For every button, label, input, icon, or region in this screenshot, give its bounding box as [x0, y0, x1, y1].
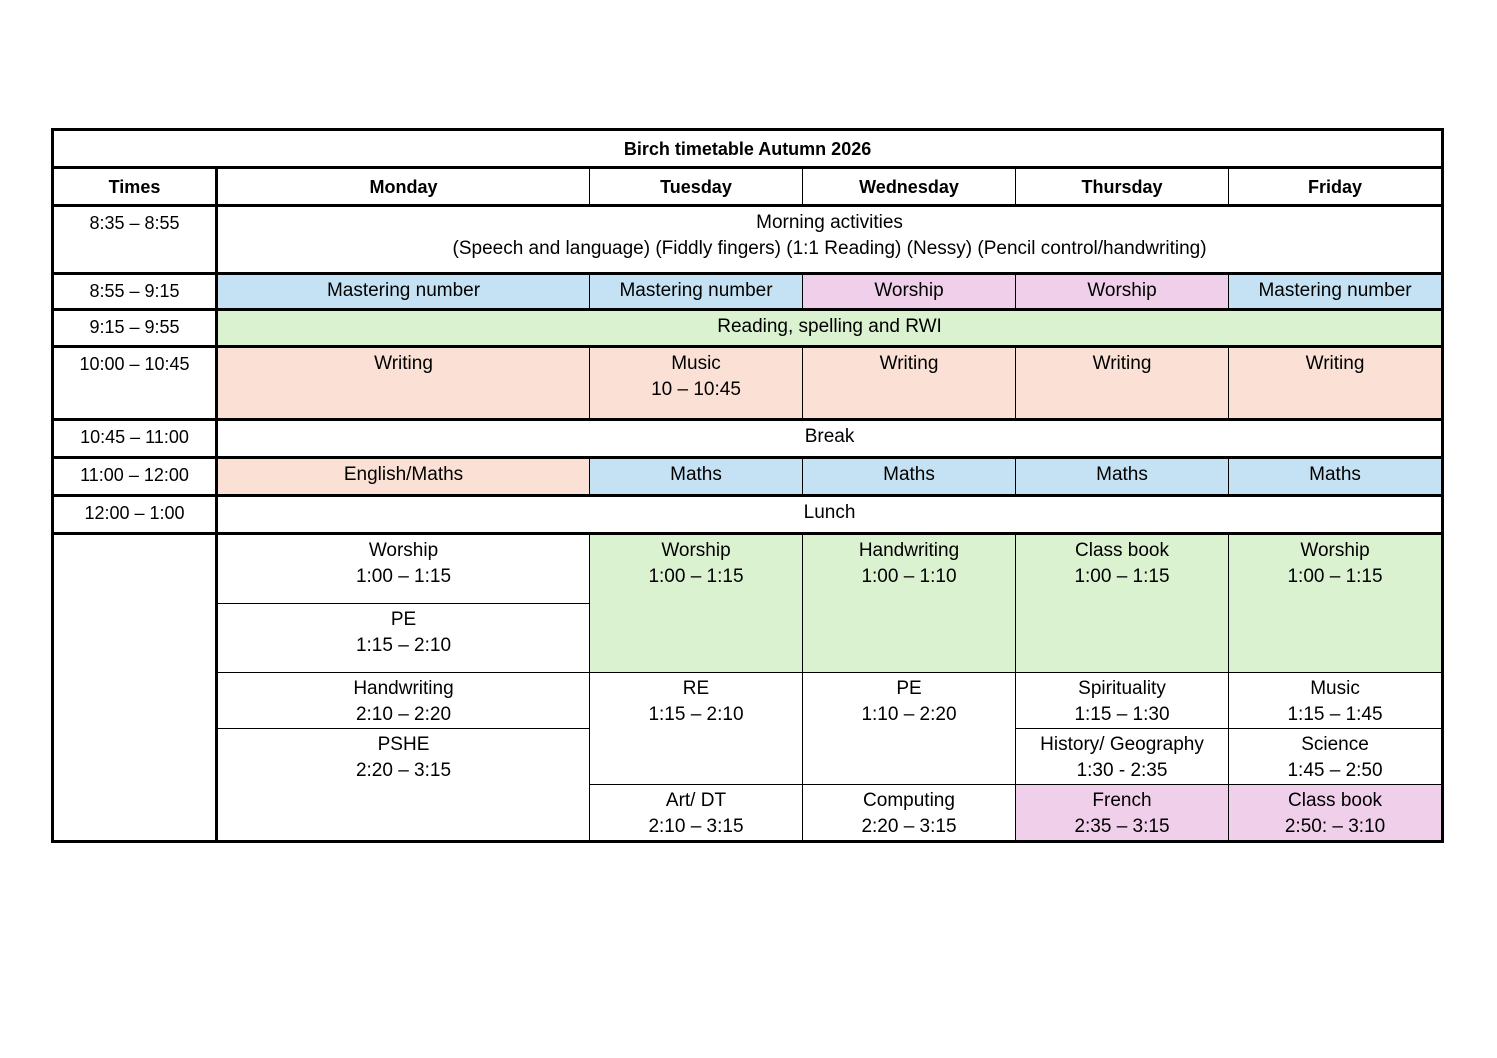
lesson-subject: PE	[390, 609, 417, 630]
lesson-cell	[1229, 729, 1443, 785]
lesson-time: 1:15 – 2:10	[648, 704, 744, 725]
lesson-cell: Writing	[1016, 347, 1229, 420]
lesson-subject: Handwriting	[858, 540, 960, 561]
afternoon-time-cell	[53, 534, 217, 842]
lesson-subject: Science	[1301, 734, 1369, 755]
lesson-cell	[217, 729, 590, 842]
lesson-cell: Worship	[803, 274, 1016, 310]
lesson-subject: Worship	[1300, 540, 1370, 561]
lesson-subject: Spirituality	[1078, 678, 1166, 699]
lesson-cell	[1229, 673, 1443, 729]
lesson-subject: Handwriting	[353, 678, 454, 699]
lesson-time: 2:10 – 2:20	[355, 704, 452, 725]
lesson-cell	[803, 534, 1016, 673]
lesson-cell	[1016, 785, 1229, 842]
lesson-time: 1:00 – 1:15	[648, 566, 744, 587]
lesson-cell: Writing	[1229, 347, 1443, 420]
header-tuesday: Tuesday	[590, 168, 803, 206]
lesson-time: 1:00 – 1:15	[1074, 566, 1170, 587]
lesson-cell: Worship	[1016, 274, 1229, 310]
morning-activities-list: (Speech and language) (Fiddly fingers) (1:1 Reading) (Nessy) (Pencil control/handwriting)	[452, 238, 1207, 259]
lesson-cell	[590, 785, 803, 842]
lesson-time: 1:15 – 2:10	[355, 635, 452, 656]
lesson-time: 1:45 – 2:50	[1287, 760, 1383, 781]
header-thursday: Thursday	[1016, 168, 1229, 206]
lesson-subject: RE	[682, 678, 710, 699]
lesson-subject: Class book	[1075, 540, 1169, 561]
lesson-cell: Mastering number	[1229, 274, 1443, 310]
lesson-time: 1:30 - 2:35	[1076, 760, 1168, 781]
lesson-subject: Worship	[661, 540, 731, 561]
time-cell: 9:15 – 9:55	[53, 310, 217, 347]
header-friday: Friday	[1229, 168, 1443, 206]
lesson-cell: Writing	[803, 347, 1016, 420]
lesson-subject: Worship	[368, 540, 439, 561]
lesson-time: 1:00 – 1:15	[355, 566, 452, 587]
morning-activities-title: Morning activities	[756, 212, 903, 233]
lesson-cell: Maths	[590, 458, 803, 496]
lesson-subject: Music	[671, 353, 721, 374]
lesson-time: 2:35 – 3:15	[1074, 816, 1170, 837]
lesson-cell	[803, 785, 1016, 842]
lesson-cell	[217, 673, 590, 729]
lesson-time: 2:20 – 3:15	[861, 816, 957, 837]
lesson-cell: Mastering number	[217, 274, 590, 310]
lesson-time: 1:00 – 1:10	[861, 566, 957, 587]
lesson-cell	[1016, 729, 1229, 785]
lesson-subject: Computing	[863, 790, 955, 811]
lesson-cell	[590, 673, 803, 785]
time-cell: 8:55 – 9:15	[53, 274, 217, 310]
lesson-cell	[803, 673, 1016, 785]
lesson-cell	[1016, 673, 1229, 729]
lesson-time: 2:10 – 3:15	[648, 816, 744, 837]
timetable-title: Birch timetable Autumn 2026	[53, 130, 1443, 168]
time-cell: 8:35 – 8:55	[53, 206, 217, 274]
lesson-cell: Writing	[217, 347, 590, 420]
header-times: Times	[53, 168, 217, 206]
lesson-cell	[1016, 534, 1229, 673]
lesson-subject: PSHE	[377, 734, 430, 755]
lesson-time: 1:15 – 1:45	[1287, 704, 1383, 725]
time-cell: 10:00 – 10:45	[53, 347, 217, 420]
lesson-cell	[217, 534, 590, 604]
lunch-cell: Lunch	[217, 496, 1443, 534]
time-cell: 12:00 – 1:00	[53, 496, 217, 534]
lesson-subject: Class book	[1288, 790, 1383, 811]
header-wednesday: Wednesday	[803, 168, 1016, 206]
lesson-cell: English/Maths	[217, 458, 590, 496]
lesson-time: 2:50: – 3:10	[1284, 816, 1386, 837]
lesson-subject: French	[1092, 790, 1152, 811]
lesson-cell: Maths	[1016, 458, 1229, 496]
lesson-time: 10 – 10:45	[651, 379, 741, 400]
lesson-subject: History/ Geography	[1040, 734, 1204, 755]
break-cell: Break	[217, 420, 1443, 458]
lesson-time: 1:00 – 1:15	[1287, 566, 1383, 587]
lesson-cell: Maths	[1229, 458, 1443, 496]
lesson-cell	[590, 347, 803, 420]
time-cell: 10:45 – 11:00	[53, 420, 217, 458]
time-cell: 11:00 – 12:00	[53, 458, 217, 496]
lesson-time: 2:20 – 3:15	[355, 760, 452, 781]
lesson-subject: PE	[896, 678, 922, 699]
lesson-time: 1:15 – 1:30	[1074, 704, 1170, 725]
lesson-time: 1:10 – 2:20	[861, 704, 957, 725]
lesson-subject: Music	[1310, 678, 1360, 699]
lesson-cell	[590, 534, 803, 673]
header-monday: Monday	[217, 168, 590, 206]
lesson-subject: Art/ DT	[665, 790, 727, 811]
lesson-cell: Mastering number	[590, 274, 803, 310]
timetable	[51, 128, 1444, 843]
lesson-cell	[1229, 785, 1443, 842]
lesson-cell	[217, 604, 590, 673]
lesson-cell: Maths	[803, 458, 1016, 496]
reading-cell: Reading, spelling and RWI	[217, 310, 1443, 347]
morning-activities-cell	[217, 206, 1443, 274]
lesson-cell	[1229, 534, 1443, 673]
